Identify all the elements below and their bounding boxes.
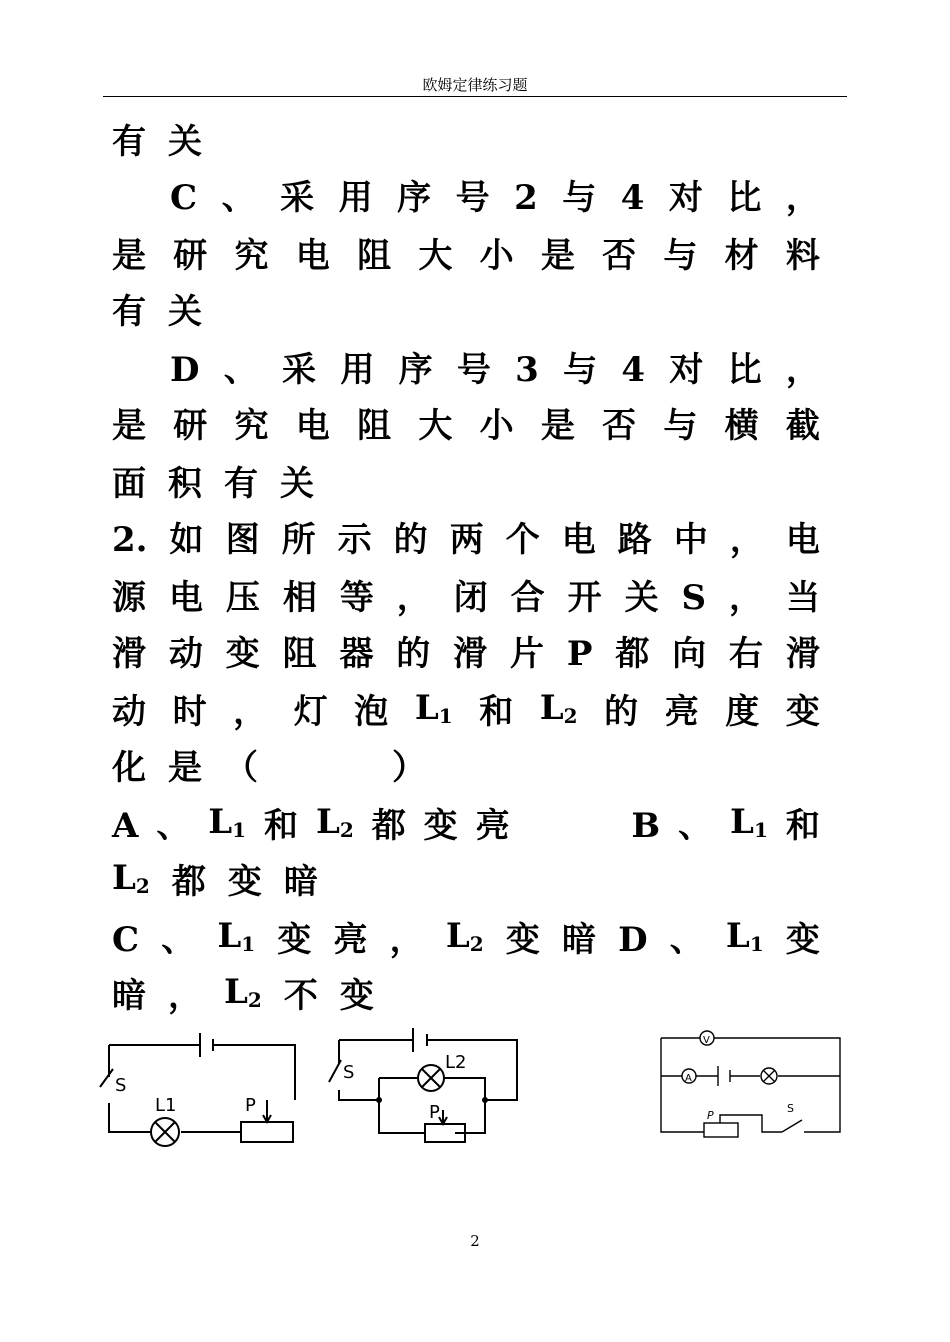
text-char: 关 <box>624 578 659 618</box>
text-char: 泡 <box>354 692 389 732</box>
text-char: 和 <box>264 806 299 846</box>
text-line <box>112 802 820 850</box>
text-char: 有 <box>224 464 258 504</box>
text-char: 序 <box>397 178 432 218</box>
text-char: 比 <box>727 350 762 390</box>
text-char: $L_2$ <box>445 916 484 956</box>
text-char: $L_1$ <box>217 916 256 956</box>
text-char: 示 <box>337 520 372 560</box>
text-char: 度 <box>725 692 760 732</box>
text-char: 材 <box>724 236 759 276</box>
text-char: 对 <box>668 178 703 218</box>
text-char: ， <box>785 350 820 390</box>
text-char: 序 <box>398 350 433 390</box>
text-char: S <box>681 578 707 618</box>
text-char: 采 <box>280 178 315 218</box>
text-char: 动 <box>168 634 203 674</box>
text-char: 与 <box>562 178 597 218</box>
text-char: 变 <box>339 976 374 1016</box>
text-char: 电 <box>168 578 203 618</box>
text-char: 亮 <box>664 692 699 732</box>
text-line <box>170 346 820 394</box>
text-char: $L_1$ <box>730 802 768 842</box>
text-char: ， <box>168 976 202 1016</box>
text-char: 的 <box>604 692 639 732</box>
text-char: 小 <box>479 236 514 276</box>
label-s: S <box>115 1075 127 1096</box>
text-char: 是 <box>540 406 575 446</box>
text-char: 都 <box>171 862 206 902</box>
text-char: 号 <box>455 178 490 218</box>
text-char: 器 <box>339 634 374 674</box>
text-char: 究 <box>234 406 269 446</box>
text-char <box>336 744 370 792</box>
text-char: 变 <box>505 920 540 960</box>
label-a: A <box>685 1073 692 1084</box>
text-char: 研 <box>173 236 208 276</box>
text-char: 压 <box>225 578 260 618</box>
text-char: 的 <box>393 520 428 560</box>
text-char: 当 <box>786 578 820 618</box>
header-rule <box>103 96 847 97</box>
text-char: 路 <box>617 520 652 560</box>
label-p2: P <box>429 1102 440 1123</box>
text-char: 4 <box>621 350 646 390</box>
text-char: 比 <box>727 178 762 218</box>
text-char: 向 <box>672 634 707 674</box>
text-char: ， <box>396 578 431 618</box>
text-char: $L_1$ <box>414 688 453 728</box>
text-char: P <box>566 634 593 674</box>
text-char: 开 <box>567 578 602 618</box>
text-line <box>112 232 820 280</box>
text-char: 暗 <box>112 976 146 1016</box>
text-char: D <box>618 920 648 960</box>
text-char: 积 <box>168 464 202 504</box>
circuit-figure-3 <box>652 1020 847 1140</box>
text-char: 电 <box>295 236 330 276</box>
text-char: $L_2$ <box>224 972 262 1012</box>
circuit-figure-2 <box>325 1020 525 1145</box>
text-char: 滑 <box>112 634 146 674</box>
text-char: 变 <box>225 634 260 674</box>
text-char: ） <box>392 748 426 788</box>
text-char: 料 <box>785 236 820 276</box>
text-line <box>112 916 820 964</box>
text-char: ， <box>389 920 424 960</box>
label-s3: S <box>787 1102 794 1115</box>
label-l1: L1 <box>155 1095 177 1116</box>
text-char: 大 <box>418 406 453 446</box>
text-line <box>112 574 820 622</box>
text-char: 、 <box>669 920 704 960</box>
text-char: 与 <box>563 350 598 390</box>
text-char: 变 <box>785 692 820 732</box>
text-line <box>112 630 820 678</box>
text-char: $L_2$ <box>539 688 578 728</box>
text-char: 暗 <box>283 862 318 902</box>
text-char: 变 <box>423 806 458 846</box>
text-char: 是 <box>112 406 146 446</box>
page-header: 欧姆定律练习题 <box>422 76 528 94</box>
text-char: 滑 <box>453 634 488 674</box>
text-line <box>112 460 820 508</box>
text-char: 源 <box>112 578 146 618</box>
text-char: 亮 <box>475 806 510 846</box>
text-char: 都 <box>615 634 650 674</box>
text-char: 和 <box>479 692 514 732</box>
text-char: 2 <box>514 178 538 218</box>
text-char: （ <box>224 748 258 788</box>
text-char <box>280 744 314 792</box>
text-char: C <box>112 920 140 960</box>
text-char: 是 <box>168 748 202 788</box>
text-char: 、 <box>221 178 256 218</box>
text-char: 不 <box>283 976 318 1016</box>
text-char: 变 <box>227 862 262 902</box>
text-char: 如 <box>169 520 204 560</box>
text-char: 时 <box>172 692 207 732</box>
circuit-figure-1 <box>95 1025 310 1150</box>
text-char: 变 <box>785 920 820 960</box>
text-line <box>112 402 820 450</box>
text-char: 、 <box>161 920 196 960</box>
text-char: 电 <box>785 520 820 560</box>
text-char: 与 <box>663 236 698 276</box>
text-char: 采 <box>282 350 317 390</box>
text-char: 亮 <box>333 920 368 960</box>
page-number: 2 <box>470 1232 480 1250</box>
text-char: $L_1$ <box>725 916 764 956</box>
text-char: 阻 <box>282 634 317 674</box>
text-char: 都 <box>371 806 406 846</box>
text-char: 否 <box>602 406 637 446</box>
text-char: 4 <box>620 178 645 218</box>
label-s2: S <box>343 1062 355 1083</box>
text-char: 对 <box>669 350 704 390</box>
text-char: 是 <box>540 236 575 276</box>
text-line <box>112 744 820 792</box>
text-line <box>112 118 820 166</box>
text-char: 中 <box>673 520 708 560</box>
text-char: A <box>112 806 139 846</box>
text-char: 2. <box>112 520 148 560</box>
text-char: $L_2$ <box>315 802 354 842</box>
label-p: P <box>245 1095 256 1116</box>
text-char: 图 <box>225 520 260 560</box>
text-line <box>112 516 820 564</box>
text-line <box>170 174 820 222</box>
text-char: ， <box>729 520 764 560</box>
text-char: 暗 <box>561 920 596 960</box>
text-char: D <box>170 350 200 390</box>
text-char: ， <box>233 692 268 732</box>
text-char: ， <box>785 178 820 218</box>
text-char: 变 <box>277 920 312 960</box>
label-p3: P <box>707 1109 714 1122</box>
text-char <box>528 802 562 850</box>
text-char: 电 <box>561 520 596 560</box>
text-line <box>112 288 820 336</box>
text-char: 合 <box>510 578 545 618</box>
text-line <box>112 688 820 736</box>
text-char: 相 <box>282 578 317 618</box>
text-char: 小 <box>479 406 514 446</box>
text-char: 关 <box>168 292 202 332</box>
text-char: 灯 <box>293 692 328 732</box>
text-char: 、 <box>223 350 258 390</box>
text-char: 关 <box>280 464 314 504</box>
text-char: 关 <box>168 122 202 162</box>
text-char: 电 <box>295 406 330 446</box>
text-char <box>579 802 613 850</box>
text-char: ， <box>729 578 764 618</box>
text-char: 否 <box>602 236 637 276</box>
text-char: $L_1$ <box>208 802 247 842</box>
text-char: C <box>170 178 198 218</box>
text-char: 与 <box>663 406 698 446</box>
text-char: 动 <box>112 692 146 732</box>
text-char: 3 <box>515 350 539 390</box>
text-char: 究 <box>234 236 269 276</box>
label-v: V <box>703 1035 710 1046</box>
text-char: 化 <box>112 748 146 788</box>
text-char: 面 <box>112 464 146 504</box>
text-char: 用 <box>340 350 375 390</box>
text-char: 个 <box>505 520 540 560</box>
text-char: 研 <box>173 406 208 446</box>
text-char: 和 <box>785 806 820 846</box>
text-char: 右 <box>729 634 764 674</box>
text-char: $L_2$ <box>112 858 150 898</box>
text-char: 两 <box>449 520 484 560</box>
text-char: 阻 <box>357 406 392 446</box>
text-line <box>112 858 820 906</box>
text-char: 有 <box>112 292 146 332</box>
text-char: 用 <box>338 178 373 218</box>
text-char: 有 <box>112 122 146 162</box>
text-char: B <box>631 806 661 846</box>
text-char: 滑 <box>785 634 820 674</box>
text-char: 所 <box>281 520 316 560</box>
label-l2: L2 <box>445 1052 467 1073</box>
text-char: 片 <box>510 634 545 674</box>
text-line <box>112 972 820 1020</box>
text-char: 横 <box>724 406 759 446</box>
text-char: 、 <box>156 806 191 846</box>
text-char: 、 <box>678 806 713 846</box>
text-char: 阻 <box>357 236 392 276</box>
text-char: 号 <box>456 350 491 390</box>
text-char: 截 <box>785 406 820 446</box>
text-char: 大 <box>418 236 453 276</box>
text-char: 闭 <box>453 578 488 618</box>
text-char: 等 <box>339 578 374 618</box>
text-char: 是 <box>112 236 146 276</box>
text-char: 的 <box>396 634 431 674</box>
